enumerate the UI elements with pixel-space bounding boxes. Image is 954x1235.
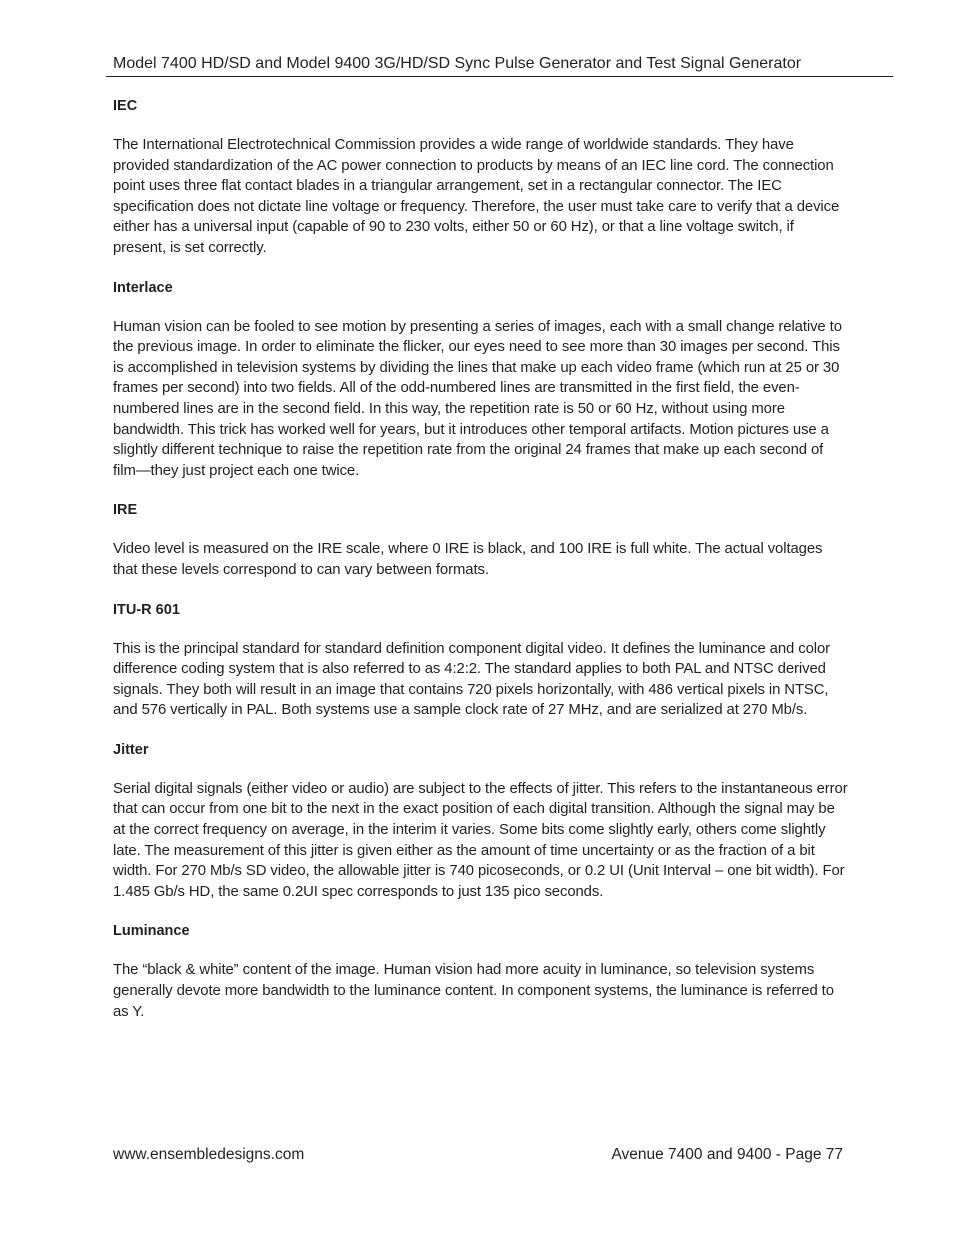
section-jitter xyxy=(113,740,848,903)
section-heading: ITU-R 601 xyxy=(113,601,180,618)
section-body: The International Electrotechnical Commission provides a wide range of worldwide standards. They have provided standardization of the AC power connection to products by means of an IEC line cord. The connection point uses three flat contact blades in a triangular arrangement, set in a rectangular connector. The IEC specification does not dictate line voltage or frequency. Therefore, the user must take care to verify that a device either has a universal input (capable of 90 to 230 volts, either 50 or 60 Hz), or that a line voltage switch, if present, is set correctly. xyxy=(113,137,840,256)
section-itu-r-601 xyxy=(113,600,848,721)
section-body: The “black & white” content of the image. Human vision had more acuity in luminance, so television systems generally devote more bandwidth to the luminance content. In component systems, the luminance is referred to as Y. xyxy=(113,962,834,1020)
section-body: Human vision can be fooled to see motion by presenting a series of images, each with a small change relative to the previous image. In order to eliminate the flicker, our eyes need to see more than 30 images per second. This is accomplished in television systems by dividing the lines that make up each video frame (which run at 25 or 30 frames per second) into two fields. All of the odd-numbered lines are transmitted in the first field, the even-numbered lines are in the second field. In this way, the repetition rate is 50 or 60 Hz, without using more bandwidth. This trick has worked well for years, but it introduces other temporal artifacts. Motion pictures use a slightly different technique to raise the repetition rate from the original 24 frames that make up each second of film—they just project each one twice. xyxy=(113,318,842,479)
footer-page-number: Avenue 7400 and 9400 - Page 77 xyxy=(611,1146,843,1163)
section-iec xyxy=(113,96,848,259)
header-rule xyxy=(106,76,893,77)
section-heading: Luminance xyxy=(113,923,190,940)
section-ire xyxy=(113,500,848,580)
section-luminance xyxy=(113,921,848,1022)
section-heading: IRE xyxy=(113,502,138,519)
running-header: Model 7400 HD/SD and Model 9400 3G/HD/SD Sync Pulse Generator and Test Signal Generator xyxy=(113,55,802,72)
section-body: This is the principal standard for standard definition component digital video. It defines the luminance and color difference coding system that is also referred to as 4:2:2. The standard applies to both PAL and NTSC derived signals. They both will result in an image that contains 720 pixels horizontally, with 486 vertical pixels in NTSC, and 576 vertically in PAL. Both systems use a sample clock rate of 27 MHz, and are serialized at 270 Mb/s. xyxy=(113,640,831,719)
section-body: Video level is measured on the IRE scale, where 0 IRE is black, and 100 IRE is full white. The actual voltages that these levels correspond to can vary between formats. xyxy=(113,541,823,578)
section-heading: Interlace xyxy=(113,279,173,296)
section-interlace xyxy=(113,278,848,482)
section-heading: Jitter xyxy=(113,741,149,758)
footer-website: www.ensembledesigns.com xyxy=(113,1146,305,1163)
glossary-content xyxy=(113,96,848,1041)
section-heading: IEC xyxy=(113,98,138,114)
section-body: Serial digital signals (either video or audio) are subject to the effects of jitter. This refers to the instantaneous error that can occur from one bit to the next in the exact position of each digital transition. Although the signal may be at the correct frequency on average, in the interim it varies. Some bits come slightly early, others come slightly late. The measurement of this jitter is given either as the amount of time uncertainty or as the fraction of a bit width. For 270 Mb/s SD video, the allowable jitter is 740 picoseconds, or 0.2 UI (Unit Interval – one bit width). For 1.485 Gb/s HD, the same 0.2UI spec corresponds to just 135 pico seconds. xyxy=(113,780,848,900)
